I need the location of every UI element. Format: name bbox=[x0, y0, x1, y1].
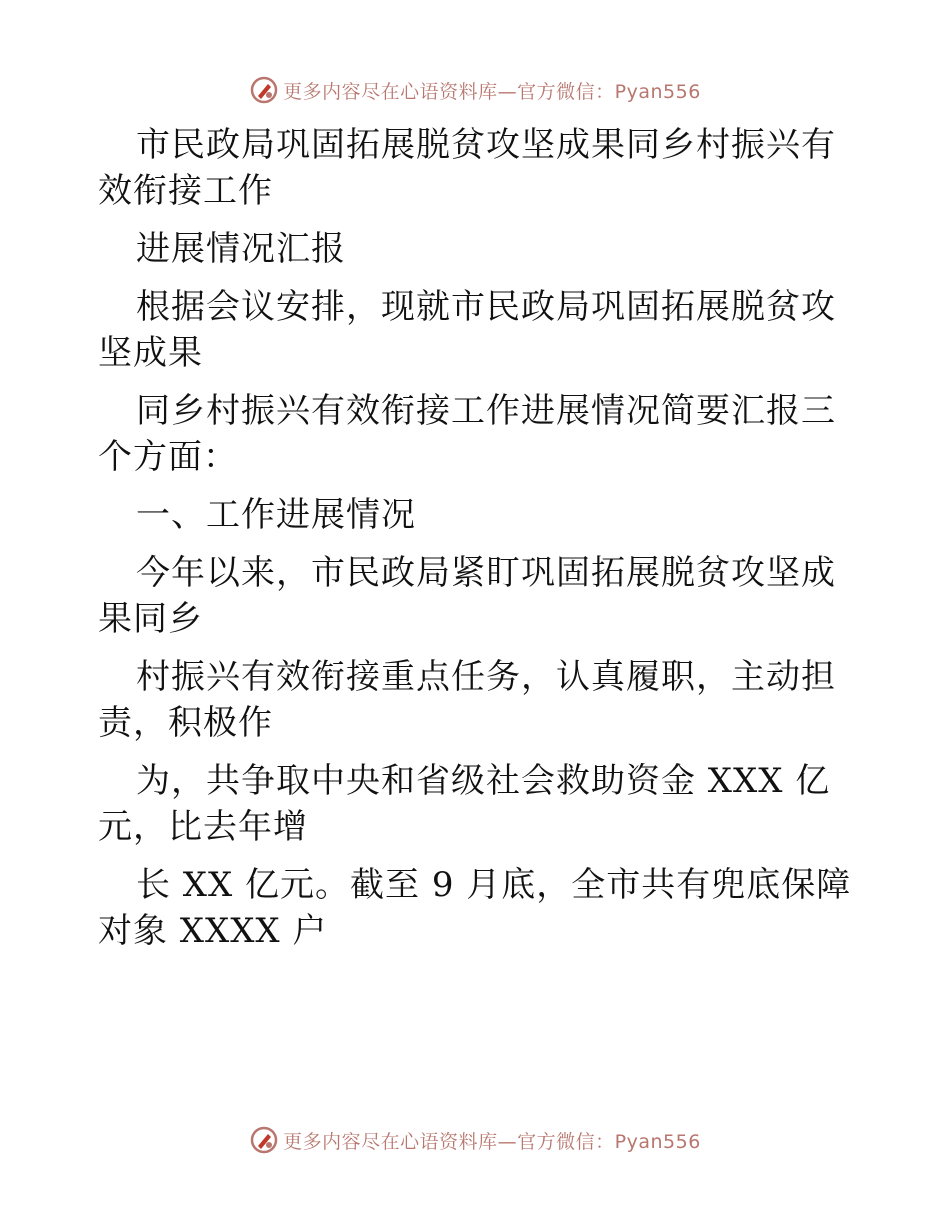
document-body bbox=[98, 122, 868, 966]
section-heading: 一、工作进展情况 bbox=[136, 495, 416, 535]
doc-paragraph: 长 XX 亿元。截至 9 月底，全市共有兜底保障对象 XXXX 户 bbox=[98, 865, 852, 951]
doc-paragraph: 为，共争取中央和省级社会救助资金 XXX 亿元，比去年增 bbox=[98, 761, 831, 847]
footer-banner-text: 更多内容尽在心语资料库—官方微信：Pyan556 bbox=[283, 1130, 701, 1153]
doc-paragraph: 根据会议安排，现就市民政局巩固拓展脱贫攻坚成果 bbox=[98, 287, 836, 373]
header-banner-text: 更多内容尽在心语资料库—官方微信：Pyan556 bbox=[283, 80, 701, 103]
doc-paragraph: 同乡村振兴有效衔接工作进展情况简要汇报三个方面： bbox=[98, 391, 836, 477]
doc-paragraph: 今年以来，市民政局紧盯巩固拓展脱贫攻坚成果同乡 bbox=[98, 553, 836, 639]
header-banner bbox=[0, 70, 950, 110]
footer-banner bbox=[0, 1120, 950, 1160]
doc-paragraph: 村振兴有效衔接重点任务，认真履职，主动担责，积极作 bbox=[98, 657, 836, 743]
pen-logo-icon bbox=[249, 1125, 279, 1155]
doc-paragraph: 市民政局巩固拓展脱贫攻坚成果同乡村振兴有效衔接工作 bbox=[98, 125, 836, 211]
pen-logo-icon bbox=[249, 75, 279, 105]
doc-paragraph: 进展情况汇报 bbox=[136, 229, 346, 269]
